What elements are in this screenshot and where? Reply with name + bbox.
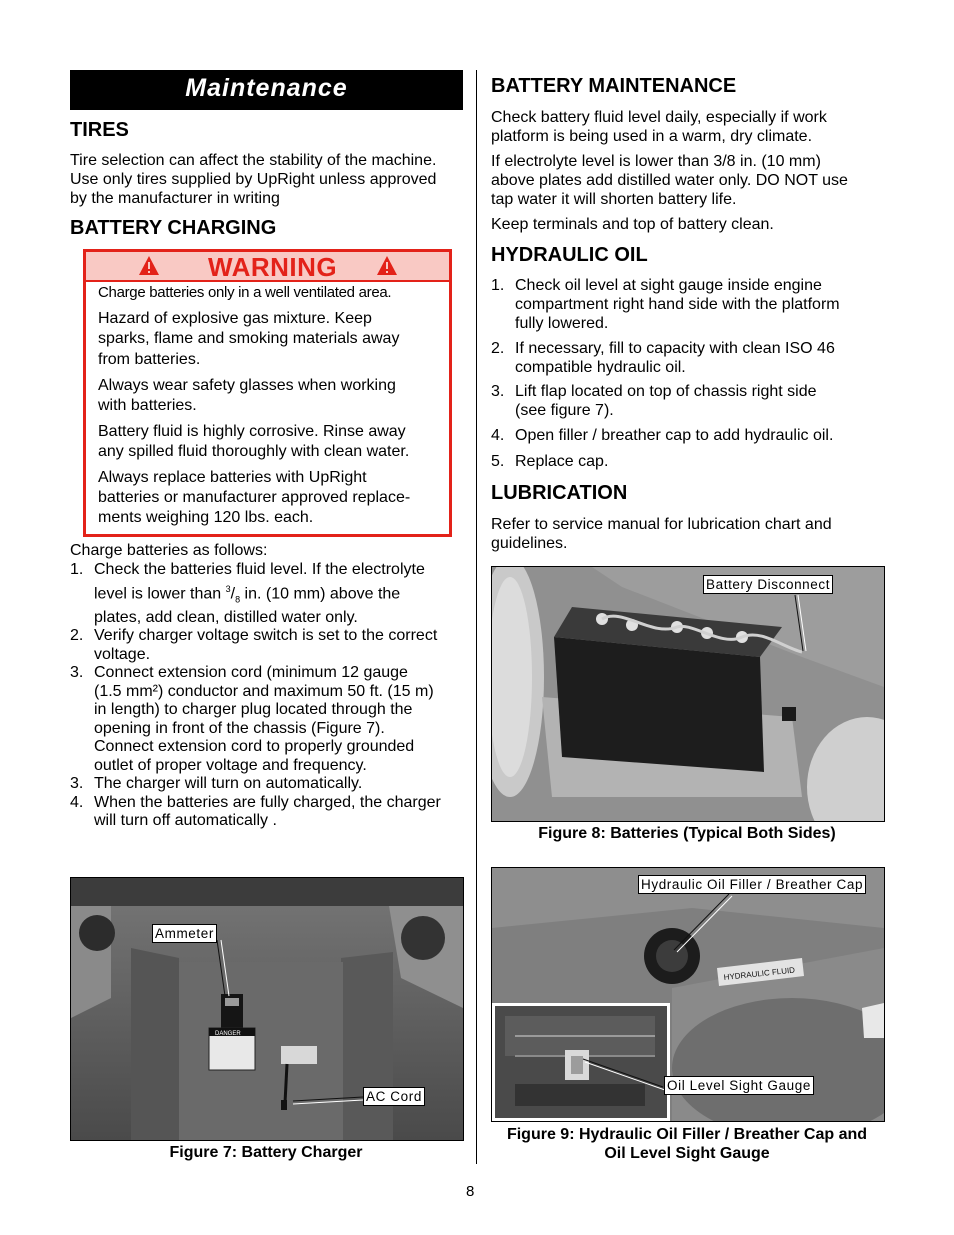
step-line: Connect extension cord (minimum 12 gauge xyxy=(94,664,408,682)
sight-gauge-inset xyxy=(492,1003,670,1121)
step-line: plates, add clean, distilled water only. xyxy=(94,608,358,626)
step-line: opening in front of the chassis (Figure 7). xyxy=(94,719,385,737)
step-line: Verify charger voltage switch is set to the correct xyxy=(94,627,438,645)
warning-line: from batteries. xyxy=(98,351,201,368)
warning-line: batteries or manufacturer approved replace- xyxy=(98,489,411,506)
page-number: 8 xyxy=(466,1183,475,1200)
step-line: compartment right hand side with the platform xyxy=(515,296,840,314)
warning-line: Battery fluid is highly corrosive. Rinse away xyxy=(98,423,406,440)
charging-intro: Charge batteries as follows: xyxy=(70,542,268,559)
step-number: 4. xyxy=(491,427,505,445)
section-banner: Maintenance xyxy=(70,70,463,110)
list-item xyxy=(491,276,871,334)
paragraph-line: Refer to service manual for lubrication chart and xyxy=(491,516,832,533)
battery-maintenance-heading: BATTERY MAINTENANCE xyxy=(491,75,737,97)
list-item xyxy=(70,561,470,627)
hydraulic-fluid-decal-text: HYDRAULIC FLUID xyxy=(723,965,796,982)
step-number: 4. xyxy=(70,793,84,811)
fraction-denominator: 8 xyxy=(235,594,241,605)
warning-line: Always wear safety glasses when working xyxy=(98,377,396,394)
step-line: The charger will turn on automatically. xyxy=(94,775,363,793)
step-line: in length) to charger plug located through the xyxy=(94,701,413,719)
tires-line: by the manufacturer in writing xyxy=(70,190,280,207)
warning-line: ments weighing 120 lbs. each. xyxy=(98,509,314,526)
list-item xyxy=(491,426,871,445)
step-number: 3. xyxy=(70,775,84,793)
step-line-fraction: level is lower than $^3/_8$ in. (10 mm) above the xyxy=(94,583,401,605)
ac-cord-label: AC Cord xyxy=(363,1087,425,1106)
paragraph-line: above plates add distilled water only. DO NOT use xyxy=(491,172,848,189)
paragraph-line: guidelines. xyxy=(491,535,568,552)
step-line: fully lowered. xyxy=(515,315,609,333)
fraction-numerator: 3 xyxy=(225,583,231,594)
oil-level-sight-gauge-label: Oil Level Sight Gauge xyxy=(664,1076,814,1095)
paragraph-line: If electrolyte level is lower than 3/8 in. (10 mm) xyxy=(491,153,821,170)
warning-header xyxy=(86,252,449,282)
step-number: 1. xyxy=(70,561,84,578)
step-line: If necessary, fill to capacity with clean ISO 46 xyxy=(515,339,835,357)
list-item xyxy=(70,794,470,831)
warning-title: WARNING xyxy=(208,252,338,282)
step-line: When the batteries are fully charged, the charger xyxy=(94,793,441,811)
tires-heading: TIRES xyxy=(70,119,129,141)
step-line: Replace cap. xyxy=(515,452,609,470)
step-line: voltage. xyxy=(94,645,151,663)
step-line: Check oil level at sight gauge inside engine xyxy=(515,277,822,294)
list-item xyxy=(491,452,871,471)
figure-8-caption: Figure 8: Batteries (Typical Both Sides) xyxy=(538,825,836,842)
warning-triangle-icon xyxy=(138,255,160,277)
list-item xyxy=(491,382,871,420)
step-line: (1.5 mm²) conductor and maximum 50 ft. (15 m) xyxy=(94,682,434,700)
lubrication-paragraph xyxy=(491,515,832,553)
figure-8-photo xyxy=(491,566,885,822)
step-number: 2. xyxy=(70,627,84,645)
hydraulic-oil-heading: HYDRAULIC OIL xyxy=(491,244,648,266)
ammeter-label: Ammeter xyxy=(152,924,217,943)
paragraph-line: Check battery fluid level daily, especially if work xyxy=(491,109,827,126)
step-number: 5. xyxy=(491,452,505,470)
battery-maintenance-para xyxy=(491,152,848,209)
caption-line: Oil Level Sight Gauge xyxy=(604,1145,770,1162)
list-item xyxy=(491,339,871,377)
step-line: outlet of proper voltage and frequency. xyxy=(94,756,367,774)
paragraph-line: Keep terminals and top of battery clean. xyxy=(491,216,774,233)
list-item xyxy=(70,775,470,794)
lubrication-heading: LUBRICATION xyxy=(491,482,628,504)
hydraulic-filler-label: Hydraulic Oil Filler / Breather Cap xyxy=(638,875,866,894)
battery-maintenance-para xyxy=(491,108,827,146)
paragraph-line: tap water it will shorten battery life. xyxy=(491,191,737,208)
step-line: will turn off automatically . xyxy=(94,812,277,830)
step-line: Connect extension cord to properly grounded xyxy=(94,738,415,756)
warning-line: Charge batteries only in a well ventilated area. xyxy=(98,284,392,301)
step-line: compatible hydraulic oil. xyxy=(515,358,686,376)
list-item xyxy=(70,627,470,664)
step-number: 1. xyxy=(491,277,505,294)
charging-steps-list xyxy=(70,561,470,831)
warning-box xyxy=(83,249,452,537)
hydraulic-steps-list xyxy=(491,276,871,471)
warning-line: Hazard of explosive gas mixture. Keep xyxy=(98,310,372,327)
step-line: level is lower than xyxy=(94,584,226,602)
step-number: 2. xyxy=(491,339,505,357)
tires-line: Use only tires supplied by UpRight unless approved xyxy=(70,171,437,188)
figure-7-caption: Figure 7: Battery Charger xyxy=(169,1144,363,1161)
figure-9-caption xyxy=(491,1125,883,1163)
warning-line: sparks, flame and smoking materials away xyxy=(98,330,400,347)
battery-disconnect-label: Battery Disconnect xyxy=(703,575,833,594)
warning-line: Always replace batteries with UpRight xyxy=(98,469,367,486)
battery-charging-heading: BATTERY CHARGING xyxy=(70,217,277,239)
step-line: Open filler / breather cap to add hydraulic oil. xyxy=(515,427,834,445)
sight-gauge-illustration xyxy=(495,1006,667,1118)
warning-triangle-icon xyxy=(376,255,398,277)
step-line: Check the batteries fluid level. If the electrolyte xyxy=(94,561,425,578)
batteries-illustration xyxy=(492,567,884,821)
warning-line: with batteries. xyxy=(98,397,197,414)
tires-paragraph xyxy=(70,151,436,208)
warning-line: any spilled fluid thoroughly with clean water. xyxy=(98,443,410,460)
paragraph-line: platform is being used in a warm, dry climate. xyxy=(491,128,813,145)
battery-maintenance-para xyxy=(491,215,774,234)
column-divider xyxy=(476,70,477,1164)
caption-line: Figure 9: Hydraulic Oil Filler / Breather Cap and xyxy=(506,1126,868,1143)
step-number: 3. xyxy=(491,383,505,401)
list-item xyxy=(70,664,470,775)
figure-7-photo xyxy=(70,877,464,1141)
step-line: in. (10 mm) above the xyxy=(240,584,401,602)
tires-line: Tire selection can affect the stability of the machine. xyxy=(70,152,437,169)
figure-9-photo xyxy=(491,867,885,1122)
step-line: Lift flap located on top of chassis right side xyxy=(515,383,817,401)
step-line: (see figure 7). xyxy=(515,402,614,420)
danger-decal-text: DANGER xyxy=(215,1031,241,1037)
step-number: 3. xyxy=(70,664,84,682)
